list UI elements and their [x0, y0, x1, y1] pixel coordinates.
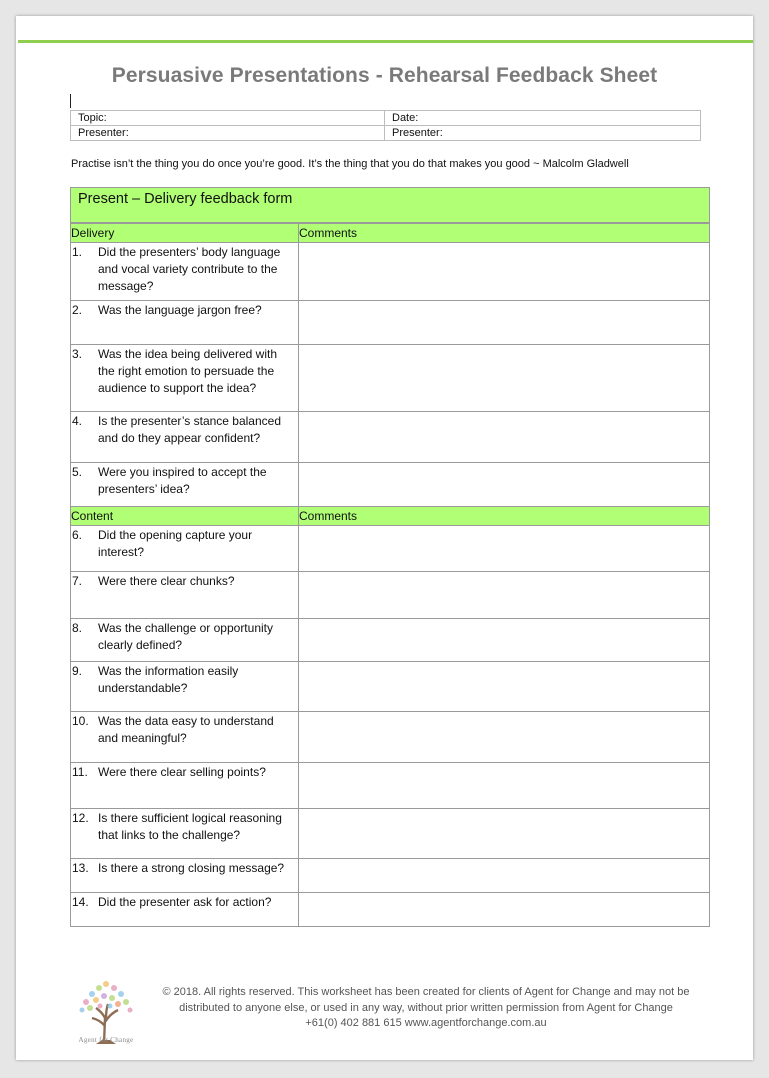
- question-row: [71, 619, 710, 662]
- question-text: Was the data easy to understand and meaningful?: [98, 714, 274, 745]
- question-number: 14.: [72, 895, 89, 909]
- question-row: [71, 893, 710, 927]
- question-cell: [71, 859, 299, 893]
- footer-line-3: +61(0) 402 881 615 www.agentforchange.com.au: [305, 1017, 547, 1029]
- footer-copyright: [146, 985, 706, 1032]
- question-number: 4.: [72, 414, 83, 428]
- question-text: Were there clear chunks?: [98, 574, 235, 588]
- question-text: Is there a strong closing message?: [98, 861, 285, 875]
- question-text: Did the presenter ask for action?: [98, 895, 272, 909]
- date-field[interactable]: Date:: [385, 111, 701, 126]
- header-rule: [18, 40, 753, 43]
- content-section-header: [71, 507, 710, 526]
- text-cursor: [70, 94, 71, 108]
- question-text: Is there sufficient logical reasoning that links to the challenge?: [98, 811, 282, 842]
- topic-field[interactable]: Topic:: [71, 111, 385, 126]
- question-number: 3.: [72, 347, 83, 361]
- question-number: 9.: [72, 664, 83, 678]
- question-cell: [71, 345, 299, 412]
- comment-cell[interactable]: [299, 662, 710, 712]
- question-row: [71, 463, 710, 507]
- question-number: 12.: [72, 811, 89, 825]
- comment-cell[interactable]: [299, 243, 710, 301]
- question-number: 6.: [72, 528, 83, 542]
- question-row: [71, 662, 710, 712]
- question-text: Were there clear selling points?: [98, 765, 266, 779]
- comment-cell[interactable]: [299, 893, 710, 927]
- footer-line-2: distributed to anyone else, or used in any way, without prior written permission from Agent for Change: [179, 1001, 673, 1014]
- question-cell: [71, 412, 299, 463]
- question-row: [71, 345, 710, 412]
- presenter-field-left[interactable]: Presenter:: [71, 126, 385, 141]
- question-row: [71, 243, 710, 301]
- delivery-section-label: Delivery: [71, 224, 299, 243]
- content-comments-label: Comments: [299, 507, 710, 526]
- question-number: 7.: [72, 574, 83, 588]
- question-cell: [71, 662, 299, 712]
- question-row: [71, 412, 710, 463]
- question-text: Was the language jargon free?: [98, 303, 262, 317]
- page-title: Persuasive Presentations - Rehearsal Feedback Sheet: [111, 64, 658, 87]
- questions-table: [70, 223, 710, 927]
- question-cell: [71, 526, 299, 572]
- comment-cell[interactable]: [299, 463, 710, 507]
- document-page: [16, 16, 753, 1060]
- question-text: Is the presenter’s stance balanced and do they appear confident?: [98, 414, 282, 445]
- question-row: [71, 859, 710, 893]
- comment-cell[interactable]: [299, 712, 710, 763]
- comment-cell[interactable]: [299, 572, 710, 619]
- question-cell: [71, 712, 299, 763]
- question-number: 13.: [72, 861, 89, 875]
- comment-cell[interactable]: [299, 809, 710, 859]
- question-text: Were you inspired to accept the presenters’ idea?: [98, 465, 267, 496]
- question-cell: [71, 809, 299, 859]
- question-number: 1.: [72, 245, 83, 259]
- comment-cell[interactable]: [299, 859, 710, 893]
- footer-line-1: © 2018. All rights reserved. This worksheet has been created for clients of Agent for Change and may not be: [162, 986, 690, 998]
- question-number: 8.: [72, 621, 83, 635]
- form-header: Present – Delivery feedback form: [70, 187, 710, 223]
- question-row: [71, 763, 710, 809]
- question-number: 10.: [72, 714, 89, 728]
- question-text: Was the challenge or opportunity clearly defined?: [98, 621, 273, 652]
- logo-caption: Agent for Change: [78, 1036, 134, 1044]
- quote-text: Practise isn’t the thing you do once you’re good. It’s the thing that you do that makes you good ~ Malcolm Gladwell: [71, 158, 629, 170]
- delivery-section-header: [71, 224, 710, 243]
- question-cell: [71, 572, 299, 619]
- question-row: [71, 712, 710, 763]
- question-cell: [71, 463, 299, 507]
- question-number: 2.: [72, 303, 83, 317]
- comment-cell[interactable]: [299, 526, 710, 572]
- comment-cell[interactable]: [299, 301, 710, 345]
- comment-cell[interactable]: [299, 763, 710, 809]
- question-text: Did the opening capture your interest?: [98, 528, 253, 559]
- feedback-form: [70, 187, 710, 927]
- question-cell: [71, 301, 299, 345]
- question-cell: [71, 243, 299, 301]
- question-row: [71, 809, 710, 859]
- question-row: [71, 301, 710, 345]
- question-cell: [71, 893, 299, 927]
- comment-cell[interactable]: [299, 619, 710, 662]
- presenter-field-right[interactable]: Presenter:: [385, 126, 701, 141]
- content-section-label: Content: [71, 507, 299, 526]
- comment-cell[interactable]: [299, 412, 710, 463]
- info-table: [70, 110, 701, 141]
- question-text: Was the information easily understandable?: [98, 664, 239, 695]
- question-text: Was the idea being delivered with the right emotion to persuade the audience to support the idea?: [98, 347, 277, 395]
- question-row: [71, 526, 710, 572]
- comment-cell[interactable]: [299, 345, 710, 412]
- question-cell: [71, 763, 299, 809]
- question-number: 5.: [72, 465, 83, 479]
- question-text: Did the presenters’ body language and vocal variety contribute to the message?: [98, 245, 281, 293]
- question-number: 11.: [72, 765, 88, 779]
- question-row: [71, 572, 710, 619]
- delivery-comments-label: Comments: [299, 224, 710, 243]
- question-cell: [71, 619, 299, 662]
